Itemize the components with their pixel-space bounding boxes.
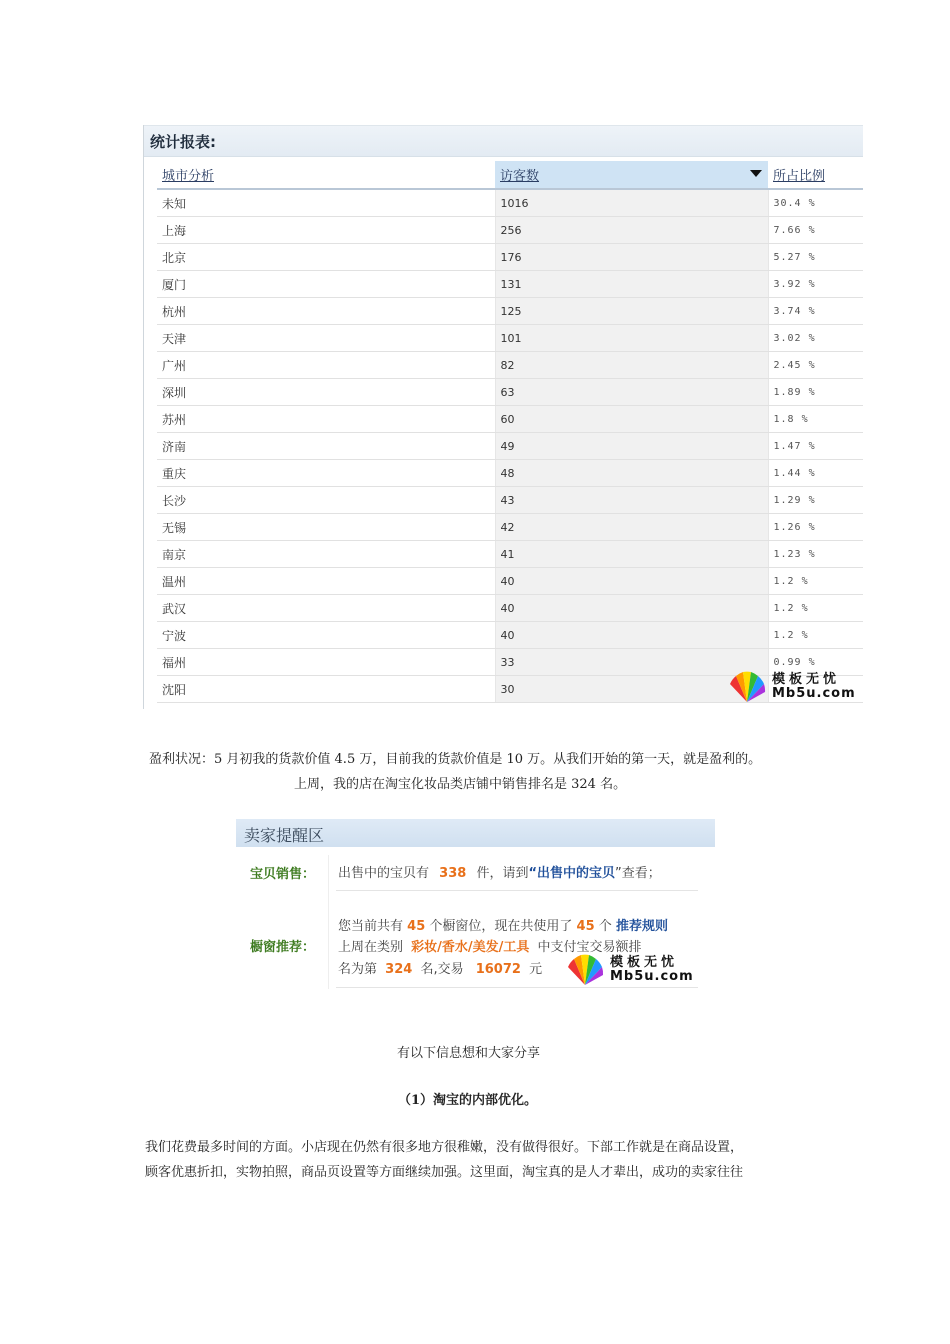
table-row	[157, 352, 863, 379]
visitor-count-cell: 1016	[495, 189, 768, 217]
visitor-count-cell: 256	[495, 217, 768, 244]
stats-title: 统计报表:	[150, 133, 216, 151]
column-header-city[interactable]: 城市分析	[157, 161, 495, 189]
city-cell: 杭州	[157, 298, 495, 325]
seller-panel-title: 卖家提醒区	[244, 826, 325, 845]
table-row	[157, 568, 863, 595]
section-title: （1）淘宝的内部优化。	[398, 1093, 538, 1108]
items-on-sale-count: 338	[439, 866, 467, 881]
peacock-logo-icon	[728, 670, 766, 704]
sales-rank: 324	[385, 962, 413, 977]
watermark-chinese: 模板无忧	[772, 672, 841, 687]
visitor-count-cell: 60	[495, 406, 768, 433]
table-row	[157, 217, 863, 244]
column-header-visitors[interactable]	[495, 161, 768, 189]
watermark	[728, 668, 858, 708]
sales-label: 宝贝销售：	[250, 867, 316, 882]
table-row	[157, 487, 863, 514]
visitor-count-cell: 42	[495, 514, 768, 541]
percentage-cell: 1.47 %	[768, 433, 863, 460]
window-row-3	[338, 958, 542, 977]
percentage-cell: 3.74 %	[768, 298, 863, 325]
city-cell: 厦门	[157, 271, 495, 298]
percentage-cell: 1.2 %	[768, 568, 863, 595]
table-body	[157, 189, 863, 703]
visitor-count-cell: 40	[495, 622, 768, 649]
table-row	[157, 271, 863, 298]
visitor-count-cell: 40	[495, 595, 768, 622]
percentage-cell: 1.89 %	[768, 379, 863, 406]
stats-report-image	[143, 125, 863, 709]
city-cell: 无锡	[157, 514, 495, 541]
window-text: 个	[598, 919, 612, 934]
percentage-cell: 3.92 %	[768, 271, 863, 298]
stats-title-bar	[144, 125, 863, 157]
window-text: 元	[529, 962, 543, 977]
percentage-cell: 3.02 %	[768, 325, 863, 352]
visitor-count-cell: 48	[495, 460, 768, 487]
window-text: 个橱窗位，现在共使用了	[429, 919, 573, 934]
city-cell: 长沙	[157, 487, 495, 514]
profit-line-2: 上周，我的店在淘宝化妆品类店铺中销售排名是 324 名。	[294, 777, 627, 792]
table-row	[157, 189, 863, 217]
window-slots-total: 45	[407, 919, 426, 934]
city-cell: 北京	[157, 244, 495, 271]
table-row	[157, 325, 863, 352]
table-row	[157, 244, 863, 271]
watermark-domain: Mb5u.com	[610, 969, 694, 984]
visitor-count-cell: 49	[495, 433, 768, 460]
body-line-1: 我们花费最多时间的方面。小店现在仍然有很多地方很稚嫩，没有做得很好。下部工作就是在商品设置，	[145, 1140, 744, 1155]
window-row-1	[338, 915, 668, 934]
table-row	[157, 406, 863, 433]
percentage-cell: 1.2 %	[768, 622, 863, 649]
watermark	[566, 951, 696, 991]
percentage-cell: 2.45 %	[768, 352, 863, 379]
percentage-cell: 7.66 %	[768, 217, 863, 244]
divider	[328, 855, 329, 989]
city-cell: 上海	[157, 217, 495, 244]
percentage-cell: 5.27 %	[768, 244, 863, 271]
body-line-2: 顾客优惠折扣，实物拍照，商品页设置等方面继续加强。这里面，淘宝真的是人才辈出，成功的卖家往往	[145, 1165, 744, 1180]
sort-desc-icon	[750, 170, 762, 177]
visitor-count-cell: 125	[495, 298, 768, 325]
visitor-count-cell: 30	[495, 676, 768, 703]
city-cell: 重庆	[157, 460, 495, 487]
percentage-cell: 1.23 %	[768, 541, 863, 568]
table-row	[157, 460, 863, 487]
table-row	[157, 298, 863, 325]
table-row	[157, 433, 863, 460]
percentage-cell: 0.99 %	[768, 649, 863, 676]
transaction-amount: 16072	[475, 962, 521, 977]
share-heading: 有以下信息想和大家分享	[397, 1046, 541, 1061]
city-cell: 苏州	[157, 406, 495, 433]
sales-text: 出售中的宝贝有	[338, 866, 430, 881]
percentage-cell: 1.8 %	[768, 406, 863, 433]
visitor-count-cell: 40	[495, 568, 768, 595]
city-cell: 济南	[157, 433, 495, 460]
table-row	[157, 514, 863, 541]
window-text: 名为第	[338, 962, 378, 977]
city-cell: 未知	[157, 189, 495, 217]
window-recommend-label: 橱窗推荐：	[250, 940, 316, 955]
peacock-logo-icon	[566, 953, 604, 987]
visitor-count-cell: 131	[495, 271, 768, 298]
column-header-visitors-label: 访客数	[500, 169, 540, 184]
percentage-cell: 1.26 %	[768, 514, 863, 541]
visitor-count-cell: 176	[495, 244, 768, 271]
table-row	[157, 595, 863, 622]
visitor-count-cell: 41	[495, 541, 768, 568]
percentage-cell: 30.4 %	[768, 189, 863, 217]
sales-row	[338, 862, 661, 881]
watermark-chinese: 模板无忧	[610, 955, 679, 970]
divider	[336, 890, 698, 891]
watermark-domain: Mb5u.com	[772, 686, 856, 701]
city-cell: 温州	[157, 568, 495, 595]
window-text: 您当前共有	[338, 919, 404, 934]
city-cell: 深圳	[157, 379, 495, 406]
table-row	[157, 379, 863, 406]
visitor-count-cell: 101	[495, 325, 768, 352]
column-header-percentage[interactable]: 所占比例	[768, 161, 863, 189]
category-name: 彩妆/香水/美发/工具	[411, 940, 530, 955]
city-cell: 武汉	[157, 595, 495, 622]
city-cell: 南京	[157, 541, 495, 568]
items-on-sale-link[interactable]: “出售中的宝贝	[528, 866, 615, 881]
seller-reminder-image	[236, 819, 715, 991]
window-text: 上周在类别	[338, 940, 404, 955]
recommend-rules-link[interactable]: 推荐规则	[615, 919, 668, 934]
visitor-count-cell: 43	[495, 487, 768, 514]
table-row	[157, 622, 863, 649]
table-row	[157, 541, 863, 568]
window-text: 名,交易	[420, 962, 464, 977]
profit-line-1: 盈利状况：5 月初我的货款价值 4.5 万，目前我的货款价值是 10 万。从我们开始的第一天，就是盈利的。	[149, 752, 762, 767]
city-cell: 广州	[157, 352, 495, 379]
city-cell: 宁波	[157, 622, 495, 649]
percentage-cell: 1.29 %	[768, 487, 863, 514]
visitor-count-cell: 63	[495, 379, 768, 406]
visitor-count-cell: 33	[495, 649, 768, 676]
visitor-count-cell: 82	[495, 352, 768, 379]
city-cell: 天津	[157, 325, 495, 352]
city-cell: 沈阳	[157, 676, 495, 703]
seller-panel-header	[236, 819, 715, 847]
window-slots-used: 45	[576, 919, 595, 934]
sales-text: ”查看；	[615, 866, 661, 881]
sales-text: 件，请到	[476, 866, 529, 881]
percentage-cell: 1.44 %	[768, 460, 863, 487]
window-text: 中支付宝交易额排	[537, 940, 642, 955]
table-header-row	[157, 161, 863, 189]
percentage-cell: 1.2 %	[768, 595, 863, 622]
city-cell: 福州	[157, 649, 495, 676]
city-visitor-table	[157, 161, 863, 703]
